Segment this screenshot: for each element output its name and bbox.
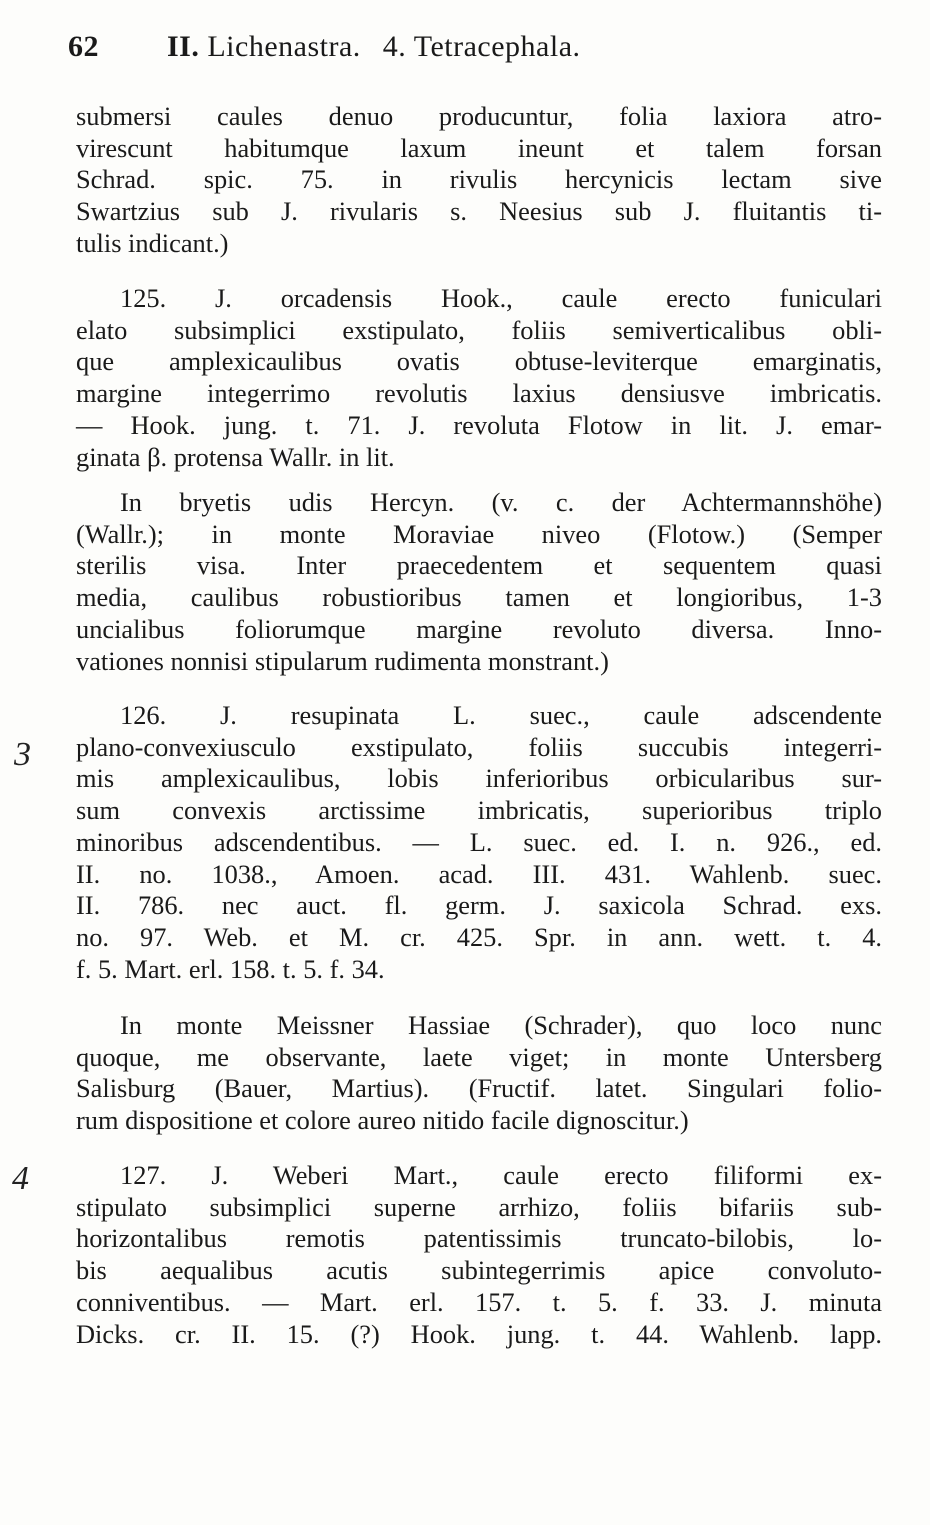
text-line: tulis indicant.) — [76, 227, 229, 258]
entry-125 — [76, 283, 882, 473]
running-header — [68, 30, 888, 64]
text-line: no. 97. Web. et M. cr. 425. Spr. in ann. wett. t. 4. — [76, 921, 882, 952]
page-number: 62 — [68, 30, 99, 63]
text-line: II. no. 1038., Amoen. acad. III. 431. Wahlenb. suec. — [76, 858, 882, 889]
text-line: Schrad. spic. 75. in rivulis hercynicis lectam sive — [76, 164, 882, 195]
text-line: Dicks. cr. II. 15. (?) Hook. jung. t. 44. Wahlenb. lapp. — [76, 1318, 882, 1349]
text-line: Salisburg (Bauer, Martius). (Fructif. latet. Singulari folio- — [76, 1073, 882, 1104]
text-line: mis amplexicaulibus, lobis inferioribus orbicularibus sur- — [76, 763, 882, 794]
text-line: plano-convexiusculo exstipulato, foliis succubis integerri- — [76, 731, 882, 762]
text-line: In bryetis udis Hercyn. (v. c. der Achtermannshöhe) — [120, 487, 882, 517]
text-line: virescunt habitumque laxum ineunt et talem forsan — [76, 132, 882, 163]
text-line: submersi caules denuo producuntur, folia laxiora atro- — [76, 101, 882, 131]
margin-mark: 3 — [14, 736, 31, 773]
text-line: sterilis visa. Inter praecedentem et sequentem quasi — [76, 550, 882, 581]
entry-127 — [76, 1160, 882, 1350]
margin-mark: 4 — [12, 1160, 29, 1197]
text-line: horizontalibus remotis patentissimis truncato-bilobis, lo- — [76, 1223, 882, 1254]
text-line: sum convexis arctissime imbricatis, superioribus triplo — [76, 795, 882, 826]
text-line: II. 786. nec auct. fl. germ. J. saxicola Schrad. exs. — [76, 890, 882, 921]
header-subsection: 4. Tetracephala. — [382, 30, 581, 63]
text-line: conniventibus. — Mart. erl. 157. t. 5. f. 33. J. minuta — [76, 1286, 882, 1317]
entry-125-note — [76, 487, 882, 677]
text-line: media, caulibus robustioribus tamen et longioribus, 1-3 — [76, 582, 882, 613]
text-line: que amplexicaulibus ovatis obtuse-leviterque emarginatis, — [76, 346, 882, 377]
text-line: (Wallr.); in monte Moraviae niveo (Flotow.) (Semper — [76, 518, 882, 549]
intro-paragraph — [76, 101, 882, 260]
text-line: stipulato subsimplici superne arrhizo, foliis bifariis sub- — [76, 1191, 882, 1222]
entry-126 — [76, 700, 882, 985]
text-line: elato subsimplici exstipulato, foliis semiverticalibus obli- — [76, 314, 882, 345]
text-line: quoque, me observante, laete viget; in monte Untersberg — [76, 1041, 882, 1072]
text-line: vationes nonnisi stipularum rudimenta monstrant.) — [76, 645, 609, 676]
text-line: margine integerrimo revolutis laxius densiusve imbricatis. — [76, 378, 882, 409]
text-line: — Hook. jung. t. 71. J. revoluta Flotow in lit. J. emar- — [76, 409, 882, 440]
header-section: Lichenastra. — [207, 30, 361, 63]
text-line: uncialibus foliorumque margine revoluto diversa. Inno- — [76, 613, 882, 644]
entry-heading-line: 127. J. Weberi Mart., caule erecto filiformi ex- — [120, 1160, 882, 1190]
text-line: minoribus adscendentibus. — L. suec. ed. I. n. 926., ed. — [76, 826, 882, 857]
text-line: bis aequalibus acutis subintegerrimis apice convoluto- — [76, 1255, 882, 1286]
text-line: f. 5. Mart. erl. 158. t. 5. f. 34. — [76, 953, 385, 984]
text-line: Swartzius sub J. rivularis s. Neesius sub J. fluitantis ti- — [76, 196, 882, 227]
text-line: In monte Meissner Hassiae (Schrader), quo loco nunc — [120, 1010, 882, 1040]
text-line: ginata β. protensa Wallr. in lit. — [76, 441, 395, 472]
text-line: rum dispositione et colore aureo nitido facile dignoscitur.) — [76, 1105, 689, 1136]
running-title — [167, 30, 581, 63]
entry-126-note — [76, 1010, 882, 1137]
entry-heading-line: 126. J. resupinata L. suec., caule adscendente — [120, 700, 882, 730]
entry-heading-line: 125. J. orcadensis Hook., caule erecto funiculari — [120, 283, 882, 313]
header-tomus: II. — [167, 30, 200, 63]
